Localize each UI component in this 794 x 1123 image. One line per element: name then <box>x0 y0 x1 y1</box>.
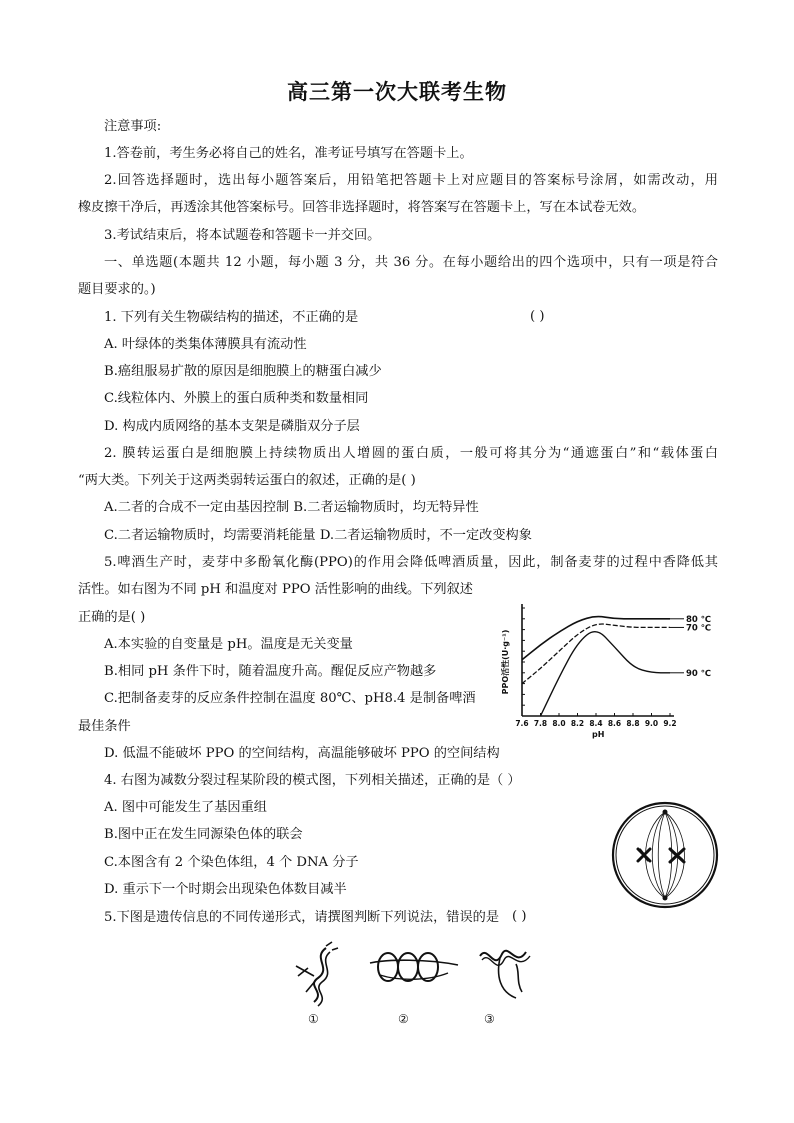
section-heading-line1: 一、单选题(本题共 12 小题，每小题 3 分，共 36 分。在每小题给出的四个选项中，只有一项是符合 <box>104 255 718 270</box>
section-heading-line2: 题目要求的。) <box>78 282 156 297</box>
x-axis-label: pH <box>592 730 605 739</box>
q5a-option-a: A.本实验的自变量是 pH。温度是无关变量 <box>104 637 353 652</box>
q1-option-a: A. 叶绿体的类集体薄膜具有流动性 <box>104 337 307 352</box>
q4-option-b: B.图中正在发生同源染色体的联会 <box>104 827 303 842</box>
series-label: 70 ℃ <box>686 623 712 634</box>
q5a-option-c-line1: C.把制备麦芽的反应条件控制在温度 80℃、pH8.4 是制备啤酒 <box>104 691 476 706</box>
q5a-option-b: B.相同 pH 条件下时，随着温度升高。醒促反应产物越多 <box>104 664 437 679</box>
q5b-answer-paren: ( ) <box>512 909 527 924</box>
series-label: 80 ℃ <box>686 614 712 625</box>
q1-option-d: D. 构成内质网络的基本支架是磷脂双分子层 <box>104 419 360 434</box>
q1-answer-paren: ( ) <box>530 309 545 324</box>
q5b-stem: 5.下图是遗传信息的不同传递形式，请撰图判断下列说法，错误的是 <box>104 910 500 925</box>
x-tick-label: 8.6 <box>607 719 622 728</box>
notice-heading: 注意事项: <box>104 119 162 134</box>
q5a-option-d: D. 低温不能破坏 PPO 的空间结构，高温能够破坏 PPO 的空间结构 <box>104 746 500 761</box>
q4-option-c: C.本图含有 2 个染色体组，4 个 DNA 分子 <box>104 855 359 870</box>
x-tick-label: 8.0 <box>552 719 566 728</box>
ppo-activity-chart <box>494 598 724 748</box>
series-line <box>522 617 670 660</box>
q2-stem-line1: 2. 膜转运蛋白是细胞膜上持续物质出人增圆的蛋白质，一般可将其分为“通遮蛋白”和“载体蛋白 <box>104 446 718 461</box>
q4-option-a: A. 图中可能发生了基因重组 <box>104 800 267 815</box>
notice-item-2a: 2.回答选择题时，选出每小题答案后，用铅笔把答题卡上对应题目的答案标号涂屑，如需改动，用 <box>104 173 718 188</box>
q1-stem: 1. 下列有关生物碳结构的描述，不正确的是 <box>104 310 359 325</box>
transfer-figure-2 <box>368 945 460 1025</box>
series-label: 90 ℃ <box>686 668 712 679</box>
q4-stem: 4. 右图为减数分裂过程某阶段的模式图，下列相关描述，正确的是（ ） <box>104 773 521 788</box>
transfer-figure-3 <box>476 942 536 1012</box>
meiosis-cell-figure <box>610 800 720 910</box>
q2-options-ab: A.二者的合成不一定由基因控制 B.二者运输物质时，均无特异性 <box>104 500 479 515</box>
x-tick-label: 9.0 <box>644 719 659 728</box>
transfer-label-2: ② <box>398 1012 409 1026</box>
notice-item-3: 3.考试结束后，将本试题卷和答题卡一并交回。 <box>104 228 381 243</box>
q1-option-b: B.癌组服易扩散的原因是细胞膜上的糖蛋白减少 <box>104 364 382 379</box>
series-line <box>522 624 670 684</box>
q5a-stem-line3: 正确的是( ) <box>78 610 146 625</box>
chart-series-group <box>522 617 684 716</box>
q5a-stem-line1: 5.啤酒生产时，麦芽中多酚氧化酶(PPO)的作用会降低啤酒质量，因此，制备麦芽的过程中香降低其 <box>104 555 718 570</box>
q2-stem-line2: “两大类。下列关于这两类弱转运蛋白的叙述，正确的是( ) <box>78 473 416 488</box>
chart-axes <box>522 604 674 716</box>
q2-options-cd: C.二者运输物质时，均需要消耗能量 D.二者运输物质时，不一定改变构象 <box>104 528 532 543</box>
transfer-label-3: ③ <box>484 1012 495 1026</box>
x-tick-label: 7.8 <box>533 719 548 728</box>
x-tick-label: 7.6 <box>515 719 529 728</box>
series-line <box>541 632 671 716</box>
notice-item-1: 1.答卷前，考生务必将自己的姓名，准考证号填写在答题卡上。 <box>104 146 473 161</box>
chart-labels-group <box>500 615 711 739</box>
q5a-option-c-line2: 最佳条件 <box>78 719 131 734</box>
x-tick-label: 9.2 <box>663 719 677 728</box>
x-tick-label: 8.2 <box>570 719 585 728</box>
x-tick-label: 8.4 <box>589 719 603 728</box>
q4-option-d: D. 重示下一个时期会出现染色体数目减半 <box>104 882 347 897</box>
x-tick-label: 8.8 <box>626 719 640 728</box>
exam-title: 高三第一次大联考生物 <box>287 80 507 104</box>
q1-option-c: C.线粒体内、外膜上的蛋白质种类和数量相同 <box>104 391 369 406</box>
notice-item-2b: 橡皮擦干净后，再透涂其他答案标号。回答非选择题时，将答案写在答题卡上，写在本试卷无效。 <box>78 200 646 215</box>
y-axis-label: PPO活性(U·g⁻¹) <box>501 629 510 695</box>
q5a-stem-line2: 活性。如右图为不同 pH 和温度对 PPO 活性影响的曲线。下列叙述 <box>78 582 473 597</box>
transfer-label-1: ① <box>308 1012 319 1026</box>
